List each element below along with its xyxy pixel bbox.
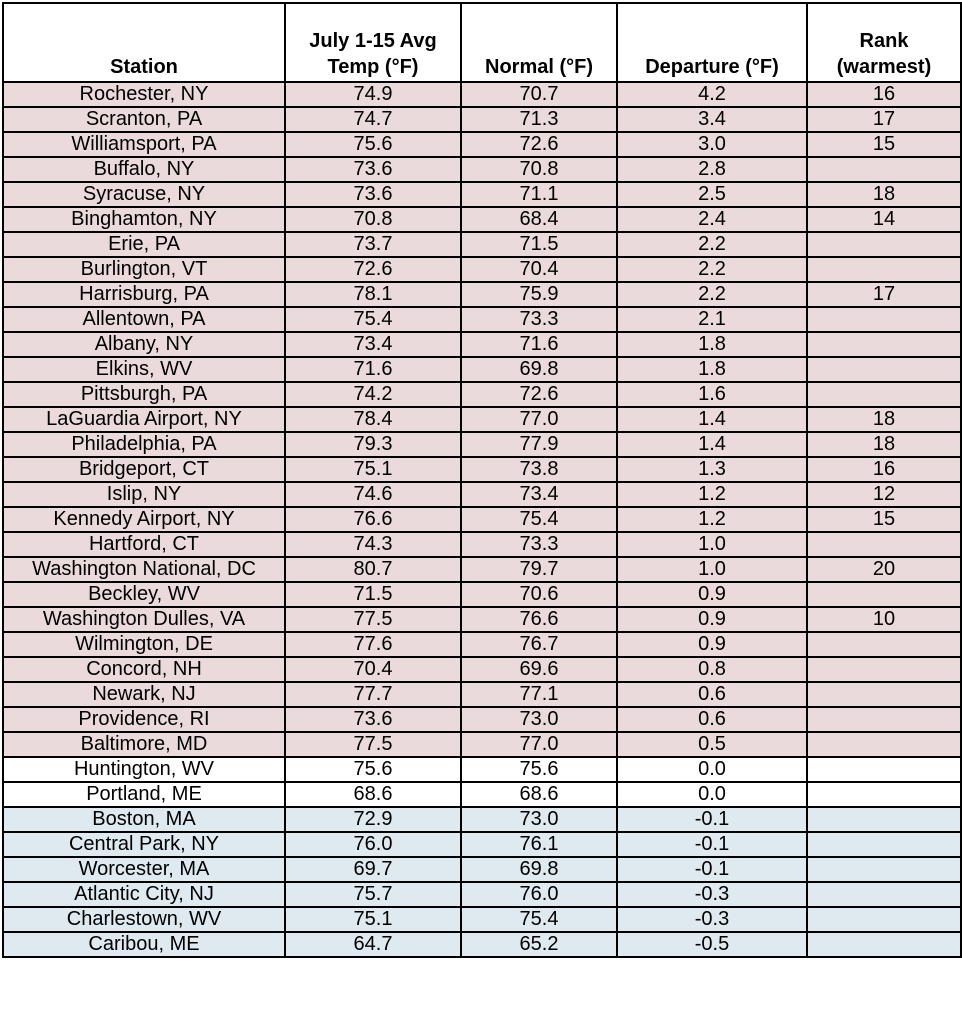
table-row <box>3 857 961 882</box>
normal-cell: 70.8 <box>461 157 617 182</box>
station-cell: Erie, PA <box>3 232 285 257</box>
normal-cell: 76.1 <box>461 832 617 857</box>
table-row <box>3 107 961 132</box>
avg-temp-cell: 76.0 <box>285 832 461 857</box>
rank-cell <box>807 757 961 782</box>
normal-cell: 73.3 <box>461 532 617 557</box>
avg-temp-cell: 80.7 <box>285 557 461 582</box>
rank-cell <box>807 357 961 382</box>
table-row <box>3 907 961 932</box>
departure-cell: -0.3 <box>617 882 807 907</box>
rank-cell: 16 <box>807 82 961 107</box>
header-departure <box>617 3 807 82</box>
header-row <box>3 3 961 82</box>
table-row <box>3 457 961 482</box>
rank-cell: 14 <box>807 207 961 232</box>
avg-temp-cell: 75.1 <box>285 907 461 932</box>
avg-temp-cell: 74.7 <box>285 107 461 132</box>
table-row <box>3 732 961 757</box>
departure-cell: 2.8 <box>617 157 807 182</box>
rank-cell <box>807 782 961 807</box>
rank-cell: 17 <box>807 282 961 307</box>
avg-temp-cell: 72.6 <box>285 257 461 282</box>
normal-cell: 71.3 <box>461 107 617 132</box>
rank-cell <box>807 382 961 407</box>
station-cell: Kennedy Airport, NY <box>3 507 285 532</box>
station-cell: Boston, MA <box>3 807 285 832</box>
departure-cell: 0.9 <box>617 607 807 632</box>
avg-temp-cell: 64.7 <box>285 932 461 957</box>
departure-cell: 2.2 <box>617 232 807 257</box>
departure-cell: -0.3 <box>617 907 807 932</box>
rank-cell <box>807 582 961 607</box>
header-departure-line: Departure (°F) <box>645 56 779 78</box>
table-row <box>3 182 961 207</box>
avg-temp-cell: 79.3 <box>285 432 461 457</box>
station-cell: Wilmington, DE <box>3 632 285 657</box>
station-cell: Buffalo, NY <box>3 157 285 182</box>
avg-temp-cell: 78.1 <box>285 282 461 307</box>
normal-cell: 79.7 <box>461 557 617 582</box>
departure-cell: 0.9 <box>617 582 807 607</box>
table-row <box>3 532 961 557</box>
avg-temp-cell: 73.7 <box>285 232 461 257</box>
normal-cell: 75.9 <box>461 282 617 307</box>
table-row <box>3 507 961 532</box>
normal-cell: 65.2 <box>461 932 617 957</box>
rank-cell: 18 <box>807 407 961 432</box>
rank-cell: 16 <box>807 457 961 482</box>
table-row <box>3 257 961 282</box>
departure-cell: 2.2 <box>617 282 807 307</box>
station-cell: Caribou, ME <box>3 932 285 957</box>
departure-cell: -0.1 <box>617 807 807 832</box>
table-body <box>3 82 961 957</box>
avg-temp-cell: 70.8 <box>285 207 461 232</box>
normal-cell: 73.0 <box>461 707 617 732</box>
normal-cell: 75.4 <box>461 907 617 932</box>
normal-cell: 76.7 <box>461 632 617 657</box>
departure-cell: 1.8 <box>617 332 807 357</box>
table-row <box>3 582 961 607</box>
station-cell: Albany, NY <box>3 332 285 357</box>
rank-cell <box>807 707 961 732</box>
rank-cell <box>807 807 961 832</box>
table-row <box>3 707 961 732</box>
table-row <box>3 82 961 107</box>
table-row <box>3 757 961 782</box>
table-row <box>3 632 961 657</box>
departure-cell: 0.8 <box>617 657 807 682</box>
avg-temp-cell: 73.6 <box>285 182 461 207</box>
rank-cell <box>807 732 961 757</box>
departure-cell: -0.1 <box>617 832 807 857</box>
table-row <box>3 357 961 382</box>
avg-temp-cell: 77.5 <box>285 607 461 632</box>
rank-cell <box>807 857 961 882</box>
station-cell: Philadelphia, PA <box>3 432 285 457</box>
departure-cell: 2.5 <box>617 182 807 207</box>
station-cell: Providence, RI <box>3 707 285 732</box>
normal-cell: 71.6 <box>461 332 617 357</box>
avg-temp-cell: 73.6 <box>285 157 461 182</box>
station-cell: Charlestown, WV <box>3 907 285 932</box>
header-avg-temp-line-1: July 1-15 Avg <box>309 30 437 52</box>
avg-temp-cell: 74.2 <box>285 382 461 407</box>
rank-cell <box>807 332 961 357</box>
header-rank-line-2: (warmest) <box>836 56 932 78</box>
avg-temp-cell: 77.6 <box>285 632 461 657</box>
station-cell: Burlington, VT <box>3 257 285 282</box>
table-row <box>3 832 961 857</box>
avg-temp-cell: 76.6 <box>285 507 461 532</box>
station-cell: Atlantic City, NJ <box>3 882 285 907</box>
avg-temp-cell: 72.9 <box>285 807 461 832</box>
avg-temp-cell: 71.6 <box>285 357 461 382</box>
rank-cell <box>807 932 961 957</box>
station-cell: Allentown, PA <box>3 307 285 332</box>
rank-cell <box>807 157 961 182</box>
normal-cell: 75.6 <box>461 757 617 782</box>
station-cell: Binghamton, NY <box>3 207 285 232</box>
rank-cell <box>807 882 961 907</box>
table-row <box>3 607 961 632</box>
header-avg-temp-line-2: Temp (°F) <box>327 56 419 78</box>
rank-cell <box>807 832 961 857</box>
normal-cell: 73.8 <box>461 457 617 482</box>
table-row <box>3 132 961 157</box>
avg-temp-cell: 68.6 <box>285 782 461 807</box>
station-cell: LaGuardia Airport, NY <box>3 407 285 432</box>
header-rank-line-1: Rank <box>859 30 909 52</box>
avg-temp-cell: 70.4 <box>285 657 461 682</box>
rank-cell: 15 <box>807 132 961 157</box>
normal-cell: 73.4 <box>461 482 617 507</box>
station-cell: Hartford, CT <box>3 532 285 557</box>
departure-cell: 1.0 <box>617 532 807 557</box>
station-cell: Syracuse, NY <box>3 182 285 207</box>
avg-temp-cell: 71.5 <box>285 582 461 607</box>
station-cell: Beckley, WV <box>3 582 285 607</box>
avg-temp-cell: 77.7 <box>285 682 461 707</box>
station-cell: Elkins, WV <box>3 357 285 382</box>
station-cell: Rochester, NY <box>3 82 285 107</box>
table-row <box>3 682 961 707</box>
table-row <box>3 932 961 957</box>
avg-temp-cell: 74.3 <box>285 532 461 557</box>
avg-temp-cell: 77.5 <box>285 732 461 757</box>
table-row <box>3 557 961 582</box>
departure-cell: 2.2 <box>617 257 807 282</box>
normal-cell: 71.1 <box>461 182 617 207</box>
rank-cell <box>807 632 961 657</box>
rank-cell <box>807 682 961 707</box>
avg-temp-cell: 75.4 <box>285 307 461 332</box>
departure-cell: 0.6 <box>617 707 807 732</box>
table-row <box>3 207 961 232</box>
departure-cell: 3.0 <box>617 132 807 157</box>
station-cell: Central Park, NY <box>3 832 285 857</box>
departure-cell: 1.2 <box>617 482 807 507</box>
avg-temp-cell: 75.6 <box>285 132 461 157</box>
avg-temp-cell: 75.1 <box>285 457 461 482</box>
normal-cell: 77.0 <box>461 407 617 432</box>
header-normal <box>461 3 617 82</box>
station-cell: Pittsburgh, PA <box>3 382 285 407</box>
departure-cell: -0.1 <box>617 857 807 882</box>
departure-cell: -0.5 <box>617 932 807 957</box>
normal-cell: 69.8 <box>461 357 617 382</box>
normal-cell: 72.6 <box>461 132 617 157</box>
avg-temp-cell: 75.7 <box>285 882 461 907</box>
header-normal-line: Normal (°F) <box>485 56 593 78</box>
normal-cell: 77.0 <box>461 732 617 757</box>
header-rank <box>807 3 961 82</box>
normal-cell: 70.4 <box>461 257 617 282</box>
rank-cell <box>807 307 961 332</box>
rank-cell <box>807 657 961 682</box>
departure-cell: 4.2 <box>617 82 807 107</box>
normal-cell: 68.6 <box>461 782 617 807</box>
station-cell: Baltimore, MD <box>3 732 285 757</box>
station-cell: Washington National, DC <box>3 557 285 582</box>
header-station <box>3 3 285 82</box>
rank-cell: 15 <box>807 507 961 532</box>
station-cell: Newark, NJ <box>3 682 285 707</box>
station-cell: Harrisburg, PA <box>3 282 285 307</box>
normal-cell: 69.8 <box>461 857 617 882</box>
table-row <box>3 882 961 907</box>
departure-cell: 3.4 <box>617 107 807 132</box>
normal-cell: 73.3 <box>461 307 617 332</box>
departure-cell: 1.4 <box>617 432 807 457</box>
rank-cell <box>807 232 961 257</box>
avg-temp-cell: 73.4 <box>285 332 461 357</box>
rank-cell: 18 <box>807 432 961 457</box>
normal-cell: 77.1 <box>461 682 617 707</box>
rank-cell <box>807 257 961 282</box>
normal-cell: 71.5 <box>461 232 617 257</box>
departure-cell: 2.4 <box>617 207 807 232</box>
rank-cell <box>807 532 961 557</box>
departure-cell: 0.0 <box>617 782 807 807</box>
table-row <box>3 382 961 407</box>
header-avg-temp <box>285 3 461 82</box>
avg-temp-cell: 74.9 <box>285 82 461 107</box>
table-row <box>3 157 961 182</box>
departure-cell: 0.9 <box>617 632 807 657</box>
avg-temp-cell: 74.6 <box>285 482 461 507</box>
avg-temp-cell: 73.6 <box>285 707 461 732</box>
table-row <box>3 332 961 357</box>
normal-cell: 68.4 <box>461 207 617 232</box>
normal-cell: 73.0 <box>461 807 617 832</box>
avg-temp-cell: 78.4 <box>285 407 461 432</box>
departure-cell: 1.2 <box>617 507 807 532</box>
table-row <box>3 482 961 507</box>
table-row <box>3 232 961 257</box>
rank-cell: 12 <box>807 482 961 507</box>
station-cell: Portland, ME <box>3 782 285 807</box>
station-cell: Scranton, PA <box>3 107 285 132</box>
normal-cell: 76.6 <box>461 607 617 632</box>
table-row <box>3 407 961 432</box>
rank-cell: 17 <box>807 107 961 132</box>
station-cell: Worcester, MA <box>3 857 285 882</box>
normal-cell: 75.4 <box>461 507 617 532</box>
normal-cell: 72.6 <box>461 382 617 407</box>
avg-temp-cell: 75.6 <box>285 757 461 782</box>
rank-cell: 20 <box>807 557 961 582</box>
departure-cell: 2.1 <box>617 307 807 332</box>
station-cell: Islip, NY <box>3 482 285 507</box>
departure-cell: 1.8 <box>617 357 807 382</box>
rank-cell <box>807 907 961 932</box>
departure-cell: 1.6 <box>617 382 807 407</box>
normal-cell: 69.6 <box>461 657 617 682</box>
header-station-line: Station <box>110 56 178 78</box>
departure-cell: 1.4 <box>617 407 807 432</box>
table-row <box>3 782 961 807</box>
table-row <box>3 282 961 307</box>
table-row <box>3 432 961 457</box>
normal-cell: 70.6 <box>461 582 617 607</box>
departure-cell: 0.6 <box>617 682 807 707</box>
departure-cell: 0.5 <box>617 732 807 757</box>
station-cell: Huntington, WV <box>3 757 285 782</box>
table-row <box>3 807 961 832</box>
temperature-table <box>2 2 962 958</box>
station-cell: Bridgeport, CT <box>3 457 285 482</box>
station-cell: Concord, NH <box>3 657 285 682</box>
table-row <box>3 307 961 332</box>
departure-cell: 0.0 <box>617 757 807 782</box>
station-cell: Williamsport, PA <box>3 132 285 157</box>
rank-cell: 18 <box>807 182 961 207</box>
normal-cell: 76.0 <box>461 882 617 907</box>
departure-cell: 1.3 <box>617 457 807 482</box>
avg-temp-cell: 69.7 <box>285 857 461 882</box>
table-row <box>3 657 961 682</box>
rank-cell: 10 <box>807 607 961 632</box>
normal-cell: 70.7 <box>461 82 617 107</box>
departure-cell: 1.0 <box>617 557 807 582</box>
station-cell: Washington Dulles, VA <box>3 607 285 632</box>
normal-cell: 77.9 <box>461 432 617 457</box>
